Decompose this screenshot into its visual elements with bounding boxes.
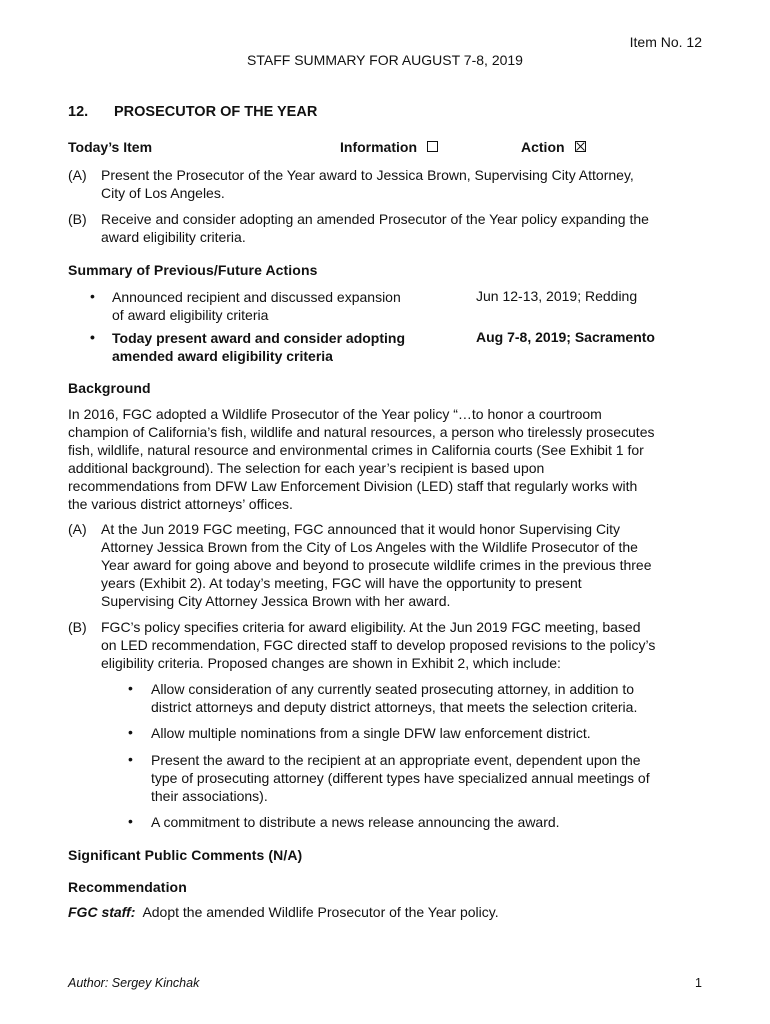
background-line: In 2016, FGC adopted a Wildlife Prosecutor of the Year policy “…to honor a courtroom [68, 406, 602, 422]
change-bullet-line: type of prosecuting attorney (different types have specialized annual meetings of [151, 770, 650, 786]
item-b-line: award eligibility criteria. [101, 229, 246, 245]
information-checkbox-icon [427, 141, 438, 152]
section-heading [68, 104, 317, 120]
bullet-icon: • [128, 680, 133, 696]
background-heading: Background [68, 380, 151, 396]
change-bullet-line: Allow multiple nominations from a single DFW law enforcement district. [151, 725, 591, 741]
action-row-line: Announced recipient and discussed expansion [112, 289, 401, 305]
item-b-label: (B) [68, 211, 87, 227]
section-title: PROSECUTOR OF THE YEAR [114, 104, 318, 120]
change-bullet-line: Allow consideration of any currently seated prosecuting attorney, in addition to [151, 681, 635, 697]
staff-summary-title: STAFF SUMMARY FOR AUGUST 7-8, 2019 [247, 52, 523, 68]
item-b-line: Receive and consider adopting an amended Prosecutor of the Year policy expanding the [101, 211, 649, 227]
action-row-date: Jun 12-13, 2019; Redding [476, 288, 638, 304]
change-bullet [151, 751, 711, 805]
item-number: Item No. 12 [629, 34, 702, 50]
background-item-a [68, 520, 708, 610]
todays-item-label: Today’s Item [68, 139, 153, 155]
change-bullet-line: district attorneys and deputy district attorneys, that meets the selection criteria. [151, 699, 638, 715]
bullet-icon: • [90, 288, 95, 304]
staff-label: FGC staff: [68, 904, 136, 920]
background-a-line: Year award for going above and beyond to prosecute wildlife crimes in the previous three [101, 557, 652, 573]
bullet-icon: • [128, 751, 133, 767]
background-line: champion of California’s fish, wildlife and natural resources, a person who tirelessly prosecutes [68, 424, 655, 440]
background-line: additional background). The selection for each year’s recipient is based upon [68, 460, 545, 476]
background-line: recommendations from DFW Law Enforcement Division (LED) staff that regularly works with [68, 478, 638, 494]
section-number: 12. [68, 104, 89, 120]
information-label: Information [340, 139, 417, 155]
background-a-line: years (Exhibit 2). At today’s meeting, FGC will have the opportunity to present [101, 575, 582, 591]
bullet-icon: • [128, 724, 133, 740]
action-row-line: of award eligibility criteria [112, 307, 269, 323]
change-bullet [151, 724, 711, 742]
background-b-label: (B) [68, 619, 87, 635]
change-bullet [151, 680, 711, 716]
action-row-line: Today present award and consider adopting [112, 330, 406, 346]
background-b-line: eligibility criteria. Proposed changes are shown in Exhibit 2, which include: [101, 655, 561, 671]
recommendation-text [68, 904, 499, 920]
change-bullet-line: Present the award to the recipient at an appropriate event, dependent upon the [151, 752, 641, 768]
background-line: the various district attorneys’ offices. [68, 496, 293, 512]
action-row-text [112, 329, 452, 365]
todays-item-b [68, 210, 708, 246]
background-a-line: Supervising City Attorney Jessica Brown with her award. [101, 593, 451, 609]
item-a-label: (A) [68, 167, 87, 183]
recommendation-heading: Recommendation [68, 879, 187, 895]
page-number: 1 [695, 976, 702, 990]
item-a-line: Present the Prosecutor of the Year award to Jessica Brown, Supervising City Attorney, [101, 167, 634, 183]
item-a-line: City of Los Angeles. [101, 185, 225, 201]
footer-author: Author: Sergey Kinchak [68, 976, 200, 990]
recommendation-body: Adopt the amended Wildlife Prosecutor of the Year policy. [142, 904, 499, 920]
background-b-line: on LED recommendation, FGC directed staff to develop proposed revisions to the policy’s [101, 637, 656, 653]
change-bullet [151, 813, 711, 831]
action-checked-checkbox-icon [575, 141, 586, 152]
action-row-line: amended award eligibility criteria [112, 348, 333, 364]
bullet-icon: • [128, 813, 133, 829]
public-comments-heading: Significant Public Comments (N/A) [68, 847, 303, 863]
action-row-date: Aug 7-8, 2019; Sacramento [476, 329, 655, 345]
change-bullet-line: their associations). [151, 788, 268, 804]
action-row-text [112, 288, 452, 324]
background-intro [68, 405, 718, 513]
background-line: fish, wildlife, natural resource and environmental crimes in California courts (See Exhibit 1 for [68, 442, 644, 458]
todays-item-a [68, 166, 708, 202]
summary-actions-heading: Summary of Previous/Future Actions [68, 262, 318, 278]
action-option [521, 139, 586, 155]
background-item-b [68, 618, 708, 672]
background-a-line: At the Jun 2019 FGC meeting, FGC announced that it would honor Supervising City [101, 521, 621, 537]
information-option [340, 139, 438, 155]
change-bullet-line: A commitment to distribute a news release announcing the award. [151, 814, 560, 830]
background-a-label: (A) [68, 521, 87, 537]
bullet-icon: • [90, 329, 95, 345]
background-b-line: FGC’s policy specifies criteria for award eligibility. At the Jun 2019 FGC meeting, based [101, 619, 641, 635]
background-a-line: Attorney Jessica Brown from the City of Los Angeles with the Wildlife Prosecutor of the [101, 539, 638, 555]
action-label: Action [521, 139, 565, 155]
